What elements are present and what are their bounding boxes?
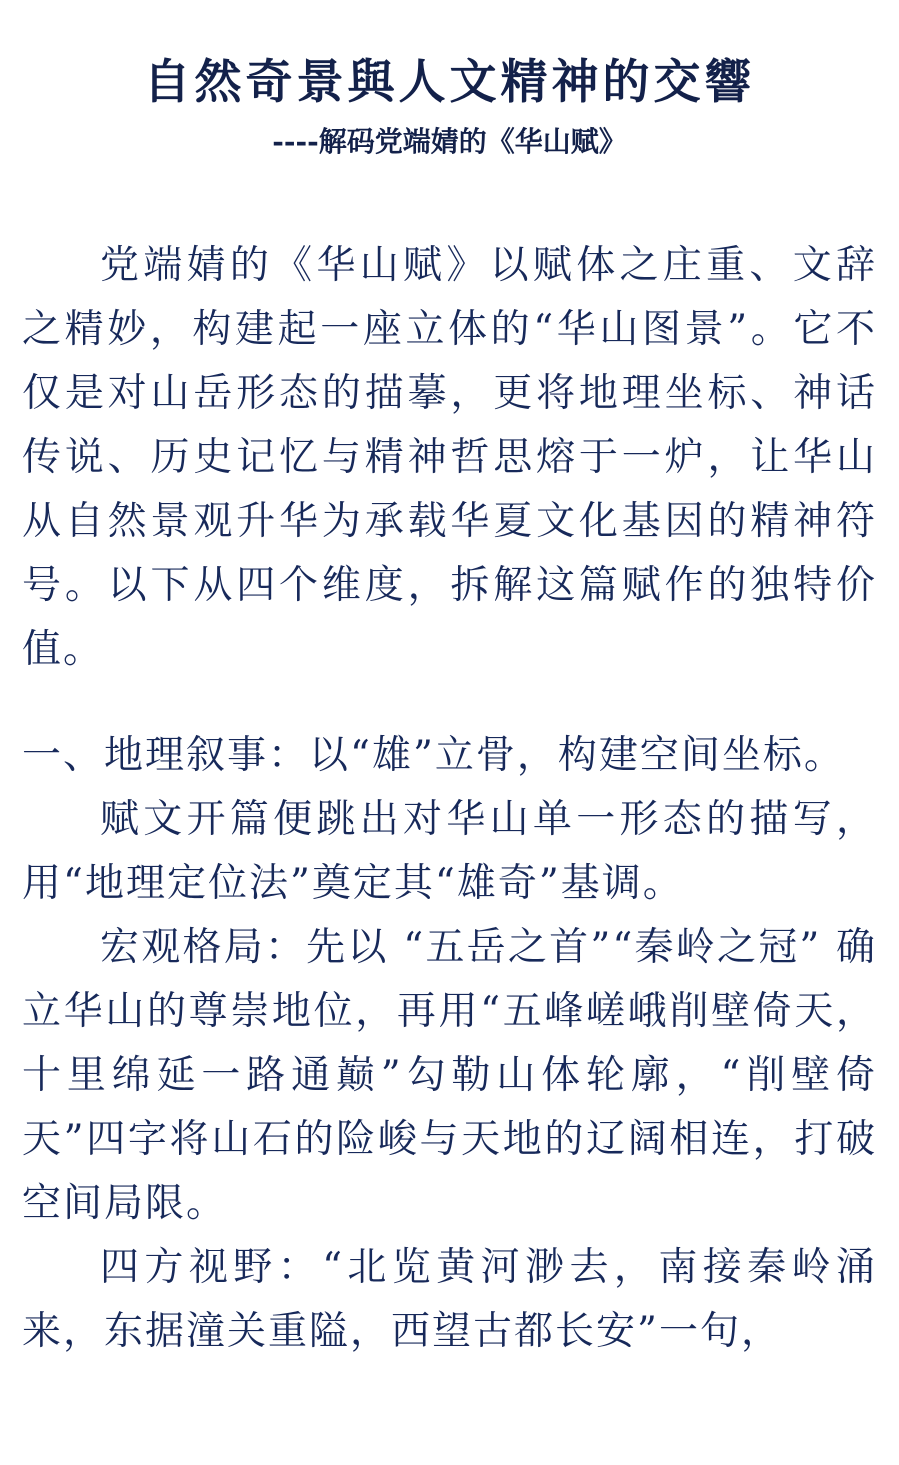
section-heading-1: 一、地理叙事：以“雄”立骨，构建空间坐标。: [22, 733, 845, 778]
section1-paragraph-2: 宏观格局：先以 “五岳之首”“秦岭之冠” 确立华山的尊崇地位，再用“五峰嵯峨削壁倚天，十里绵延一路通巅”勾勒山体轮廓，“削壁倚天”四字将山石的险峻与天地的辽阔相连，打破空间局限。: [22, 925, 877, 1226]
article-body: [22, 234, 877, 1364]
section1-paragraph-1: 赋文开篇便跳出对华山单一形态的描写，用“地理定位法”奠定其“雄奇”基调。: [22, 797, 877, 906]
section1-paragraph-3: 四方视野：“北览黄河渺去，南接秦岭涌来，东据潼关重隘，西望古都长安”一句，: [22, 1245, 877, 1354]
document-subtitle: ----解码党端婧的《华山赋》: [272, 125, 627, 158]
document-title: 自然奇景與人文精神的交響: [143, 55, 756, 110]
intro-paragraph: 党端婧的《华山赋》以赋体之庄重、文辞之精妙，构建起一座立体的“华山图景”。它不仅是对山岳形态的描摹，更将地理坐标、神话传说、历史记忆与精神哲思熔于一炉，让华山从自然景观升华为承载华夏文化基因的精神符号。以下从四个维度，拆解这篇赋作的独特价值。: [22, 243, 877, 672]
